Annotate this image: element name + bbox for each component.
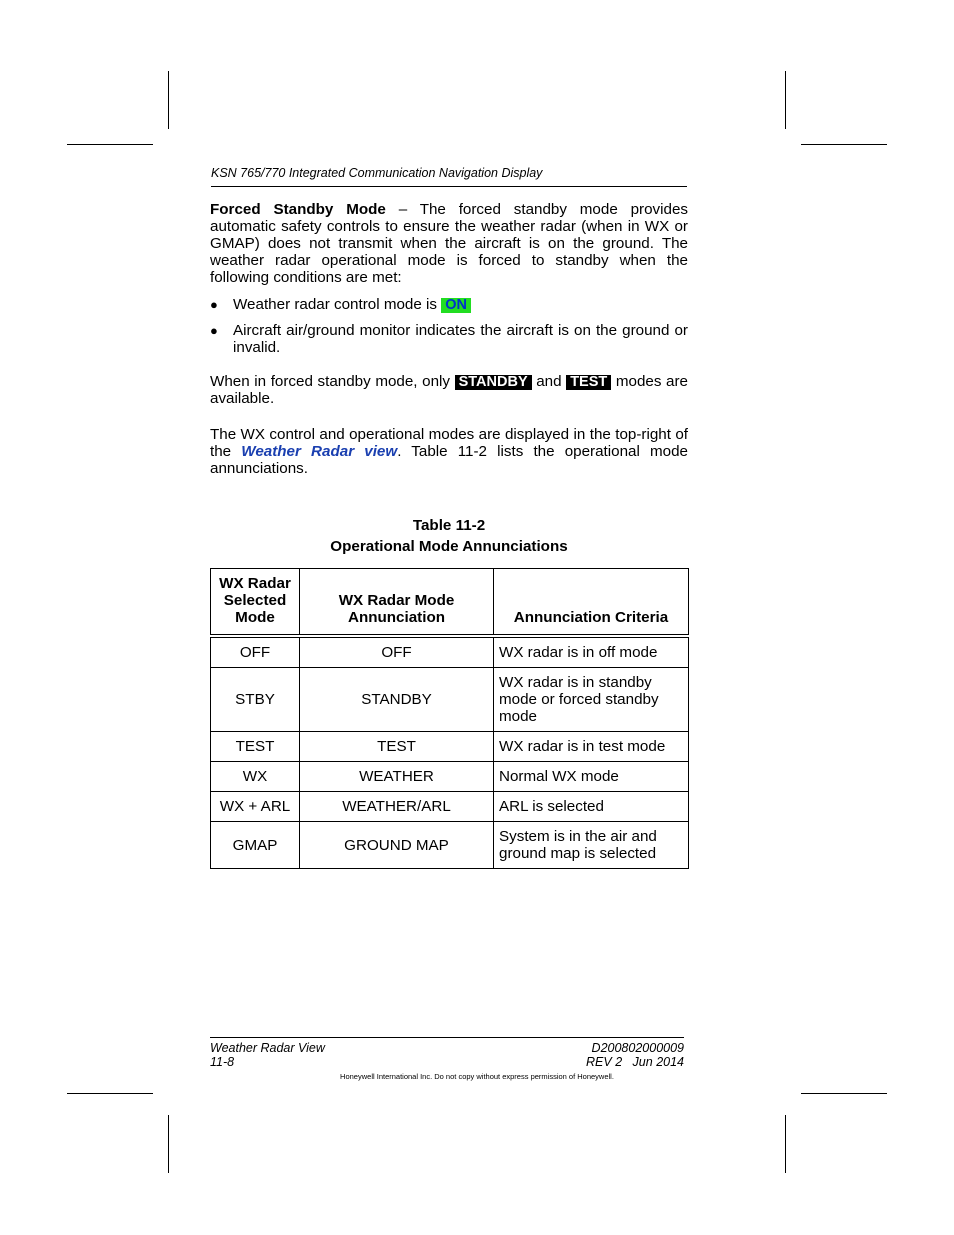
table-row: WX + ARL WEATHER/ARL ARL is selected [211, 792, 689, 822]
column-header: Annunciation Criteria [494, 569, 689, 637]
lead-term: Forced Standby Mode [210, 201, 386, 218]
column-header: WX Radar Mode Annunciation [300, 569, 494, 637]
table-header-row [211, 569, 689, 637]
list-item: ● Weather radar control mode is ON [210, 296, 688, 313]
table-row: GMAP GROUND MAP System is in the air and ground map is selected [211, 822, 689, 869]
footer-doc-number: D200802000009 [591, 1041, 684, 1055]
footer-page-number: 11-8 [210, 1055, 235, 1069]
crop-mark [785, 1115, 786, 1173]
lead-text: – The forced standby mode provides automatic safety controls to ensure the weather radar (when in WX or GMAP) does not transmit when the aircraft is on the ground. The weather radar operational mode is forced to standby when the following conditions are met: [210, 201, 689, 286]
footer-section-name: Weather Radar View [210, 1041, 325, 1055]
table-row: TEST TEST WX radar is in test mode [211, 732, 689, 762]
on-annunciation: ON [441, 298, 471, 313]
crop-mark [168, 1115, 169, 1173]
column-header: WX Radar Selected Mode [211, 569, 300, 637]
conditions-list [210, 296, 688, 356]
table-row: OFF OFF WX radar is in off mode [211, 636, 689, 668]
crop-mark [168, 71, 169, 129]
modes-display-paragraph: The WX control and operational modes are displayed in the top-right of the Weather Radar view. Table 11-2 lists the operational mode annunciations. [210, 426, 688, 477]
weather-radar-view-link[interactable]: Weather Radar view [241, 443, 398, 460]
standby-annunciation: STANDBY [455, 375, 532, 390]
copyright-notice: Honeywell International Inc. Do not copy without express permission of Honeywell. [340, 1072, 614, 1081]
forced-standby-modes-paragraph: When in forced standby mode, only STANDBY and TEST modes are available. [210, 373, 688, 407]
running-header: KSN 765/770 Integrated Communication Navigation Display [211, 166, 687, 187]
table-row: STBY STANDBY WX radar is in standby mode or forced standby mode [211, 668, 689, 732]
bullet-icon: ● [210, 323, 218, 338]
bullet-icon: ● [210, 297, 218, 312]
test-annunciation: TEST [566, 375, 611, 390]
operational-mode-table [210, 568, 689, 869]
crop-mark [801, 1093, 887, 1094]
table-row: WX WEATHER Normal WX mode [211, 762, 689, 792]
forced-standby-paragraph [210, 201, 688, 286]
crop-mark [67, 144, 153, 145]
page-content [210, 201, 688, 869]
table-title: Operational Mode Annunciations [330, 538, 568, 555]
table-number: Table 11-2 [412, 517, 486, 534]
list-item: ● Aircraft air/ground monitor indicates the aircraft is on the ground or invalid. [210, 322, 688, 356]
footer-revision: REV 2 Jun 2014 [586, 1055, 684, 1069]
crop-mark [67, 1093, 153, 1094]
table-caption [210, 515, 688, 557]
crop-mark [785, 71, 786, 129]
page-footer [210, 1037, 684, 1069]
crop-mark [801, 144, 887, 145]
